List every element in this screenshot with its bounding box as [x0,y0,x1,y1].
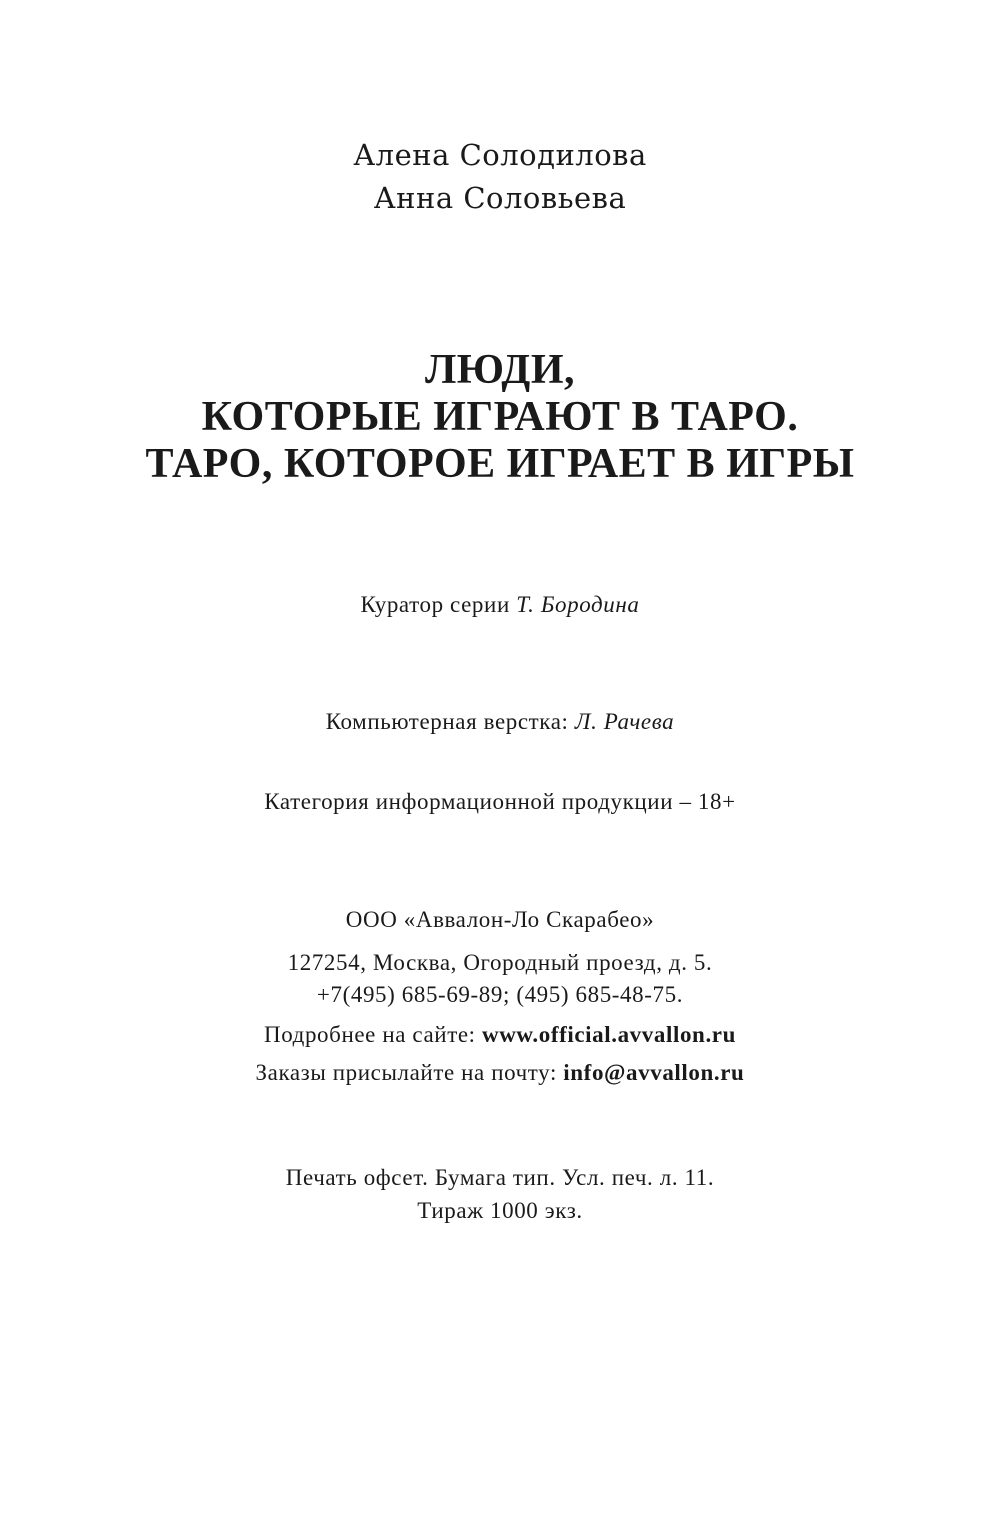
layout-credit-name: Л. Рачева [574,709,675,734]
site-link: www.official.avvallon.ru [482,1022,736,1047]
author-1: Алена Солодилова [353,138,647,172]
curator-credit [0,592,1000,618]
book-title-line-1: ЛЮДИ, [425,347,575,393]
layout-credit [0,709,1000,735]
publisher-site-line [0,1022,1000,1048]
layout-credit-label: Компьютерная верстка: [325,709,569,734]
author-2: Анна Соловьева [373,181,627,215]
curator-label: Куратор серии [360,592,510,617]
publisher-address: 127254, Москва, Огородный проезд, д. 5. [287,950,713,975]
curator-name: Т. Бородина [516,592,640,617]
age-category: Категория информационной продукции – 18+ [264,789,736,814]
book-title-line-2: КОТОРЫЕ ИГРАЮТ В ТАРО. [201,394,799,440]
orders-label: Заказы присылайте на почту: [255,1060,557,1085]
print-info-line-1: Печать офсет. Бумага тип. Усл. печ. л. 11. [285,1165,715,1190]
publisher-email-line [0,1060,1000,1086]
publisher-name: ООО «Аввалон-Ло Скарабео» [345,907,655,932]
email-link: info@avvallon.ru [563,1060,745,1085]
site-label: Подробнее на сайте: [264,1022,476,1047]
book-title-line-3: ТАРО, КОТОРОЕ ИГРАЕТ В ИГРЫ [145,441,855,487]
publisher-phones: +7(495) 685-69-89; (495) 685-48-75. [316,982,684,1007]
print-info-line-2: Тираж 1000 экз. [417,1198,583,1223]
